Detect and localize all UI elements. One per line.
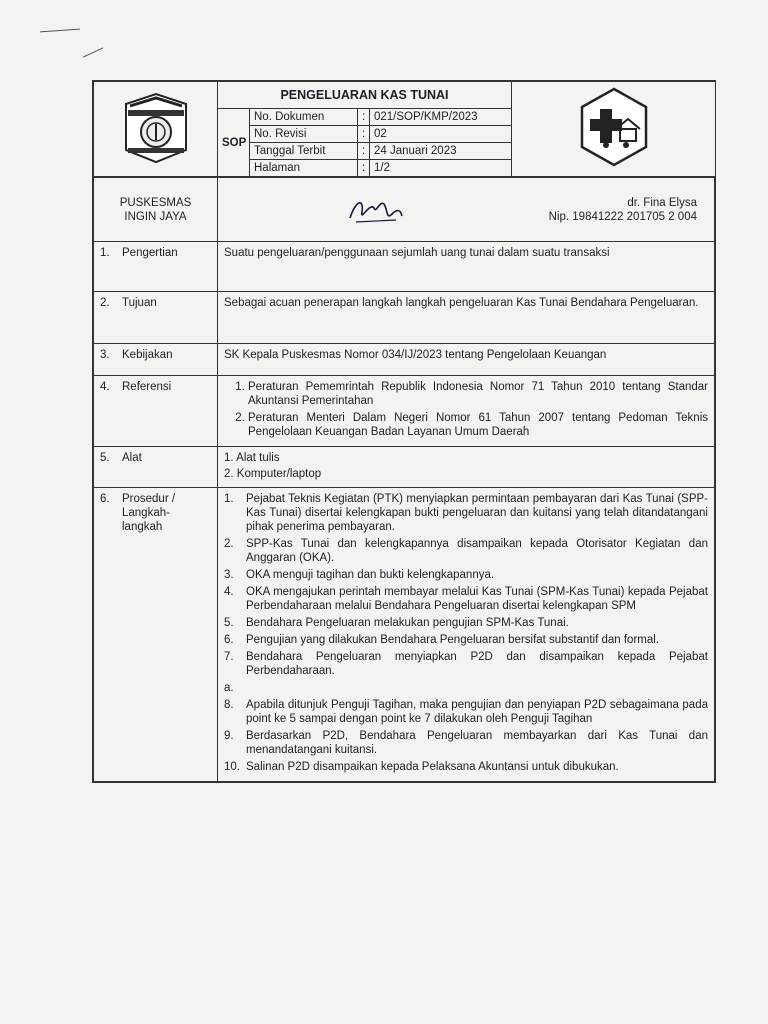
- org-name-line2: INGIN JAYA: [124, 210, 187, 223]
- procedure-step-number: 2.: [224, 538, 234, 550]
- section-number: 2.: [100, 297, 110, 309]
- signer-nip: Nip. 19841222 201705 2 004: [548, 210, 697, 223]
- section-title: Prosedur /: [122, 493, 176, 505]
- procedure-step-text: Bendahara Pengeluaran melakukan pengujian SPM-Kas Tunai.: [246, 617, 569, 629]
- section-content-referensi: [218, 376, 715, 447]
- list-item: 1. Alat tulis: [224, 452, 280, 464]
- procedure-step: [224, 650, 708, 678]
- procedure-step: [224, 492, 708, 534]
- section-content-tujuan: Sebagai acuan penerapan langkah langkah pengeluaran Kas Tunai Bendahara Pengeluaran.: [218, 292, 715, 344]
- procedure-step-number: 6.: [224, 634, 234, 646]
- procedure-step: [224, 616, 708, 630]
- section-title: Kebijakan: [122, 349, 173, 361]
- section-title-line3: langkah: [122, 521, 163, 533]
- section-number: 6.: [100, 493, 110, 505]
- procedure-step-number: 3.: [224, 569, 234, 581]
- meta-label-no-dokumen: No. Dokumen: [250, 109, 358, 126]
- sop-body-table: [93, 177, 715, 782]
- procedure-step: [224, 760, 708, 774]
- meta-value-no-revisi: 02: [370, 126, 512, 143]
- procedure-step: [224, 698, 708, 726]
- procedure-step: [224, 633, 708, 647]
- procedure-step-text: OKA mengajukan perintah membayar melalui Kas Tunai (SPM-Kas Tunai) kepada Pejabat Perbendaharaan melalui Bendahara Pengeluaran disertai kelengkapan SPM: [246, 586, 708, 612]
- right-logo-cell: [512, 82, 716, 177]
- procedure-step-number: 8.: [224, 699, 234, 711]
- procedure-step: [224, 729, 708, 757]
- meta-value-tanggal-terbit: 24 Januari 2023: [370, 143, 512, 160]
- procedure-step-number: a.: [224, 682, 234, 694]
- sop-document: [92, 80, 716, 783]
- meta-value-halaman: 1/2: [370, 160, 512, 177]
- scan-mark: [40, 29, 80, 33]
- procedure-step-text: Berdasarkan P2D, Bendahara Pengeluaran membayarkan dari Kas Tunai dan menandatangani kuitansi.: [246, 730, 708, 756]
- list-item: 1. Peraturan Pememrintah Republik Indonesia Nomor 71 Tahun 2010 tentang Standar Akuntansi Pemerintahan: [248, 380, 708, 408]
- section-label-pengertian: [94, 242, 218, 292]
- procedure-step-text: [246, 681, 708, 695]
- prosedur-list: [224, 492, 708, 774]
- procedure-step-text: Pengujian yang dilakukan Bendahara Pengeluaran bersifat substantif dan formal.: [246, 634, 660, 646]
- signature-cell: [218, 178, 715, 242]
- meta-label-no-revisi: No. Revisi: [250, 126, 358, 143]
- section-label-alat: [94, 447, 218, 488]
- org-name-cell: [94, 178, 218, 242]
- section-number: 4.: [100, 381, 110, 393]
- section-title: Pengertian: [122, 247, 178, 259]
- section-title-line2: Langkah-: [122, 507, 170, 519]
- document-title: PENGELUARAN KAS TUNAI: [218, 82, 512, 109]
- section-label-prosedur: [94, 488, 218, 782]
- procedure-step: [224, 568, 708, 582]
- procedure-step-number: 4.: [224, 586, 234, 598]
- section-content-kebijakan: SK Kepala Puskesmas Nomor 034/IJ/2023 tentang Pengelolaan Keuangan: [218, 344, 715, 376]
- meta-colon: :: [358, 160, 370, 177]
- procedure-step-text: Bendahara Pengeluaran menyiapkan P2D dan disampaikan kepada Pejabat Perbendaharaan.: [246, 651, 708, 677]
- scan-mark: [83, 47, 103, 57]
- procedure-step: [224, 681, 708, 695]
- procedure-step-number: 10.: [224, 761, 240, 773]
- procedure-step: [224, 585, 708, 613]
- signature-icon: [346, 190, 406, 230]
- section-label-referensi: [94, 376, 218, 447]
- section-content-alat: [218, 447, 715, 488]
- section-content-pengertian: Suatu pengeluaran/penggunaan sejumlah uang tunai dalam suatu transaksi: [218, 242, 715, 292]
- procedure-step-text: Salinan P2D disampaikan kepada Pelaksana Akuntansi untuk dibukukan.: [246, 761, 619, 773]
- procedure-step-text: OKA menguji tagihan dan bukti kelengkapannya.: [246, 569, 495, 581]
- section-label-tujuan: [94, 292, 218, 344]
- health-cross-logo-icon: [576, 85, 652, 169]
- section-title: Alat: [122, 452, 142, 464]
- meta-label-tanggal-terbit: Tanggal Terbit: [250, 143, 358, 160]
- sop-label: SOP: [218, 109, 250, 177]
- procedure-step-text: Pejabat Teknis Kegiatan (PTK) menyiapkan permintaan pembayaran dari Kas Tunai (SPP-Kas Tunai) disertai kelengkapan bukti pengeluaran dan kuitansi yang telah ditandatangani pihak penerima pembayaran.: [246, 493, 708, 533]
- puskesmas-seal-icon: [120, 86, 192, 168]
- procedure-step-number: 5.: [224, 617, 234, 629]
- section-number: 1.: [100, 247, 110, 259]
- meta-colon: :: [358, 109, 370, 126]
- procedure-step: [224, 537, 708, 565]
- sop-header-table: [93, 81, 716, 177]
- left-logo-cell: [94, 82, 218, 177]
- org-name-line1: PUSKESMAS: [119, 196, 192, 209]
- procedure-step-number: 7.: [224, 651, 234, 663]
- procedure-step-text: Apabila ditunjuk Penguji Tagihan, maka pengujian dan penyiapan P2D sebagaimana pada point ke 5 sampai dengan point ke 7 dilakukan oleh Penguji Tagihan: [246, 699, 708, 725]
- section-title: Referensi: [122, 381, 172, 393]
- meta-label-halaman: Halaman: [250, 160, 358, 177]
- section-number: 3.: [100, 349, 110, 361]
- meta-colon: :: [358, 126, 370, 143]
- section-title: Tujuan: [122, 297, 157, 309]
- meta-colon: :: [358, 143, 370, 160]
- procedure-step-text: SPP-Kas Tunai dan kelengkapannya disampaikan kepada Otorisator Kegiatan dan Anggaran (OKA).: [246, 538, 708, 564]
- section-label-kebijakan: [94, 344, 218, 376]
- meta-value-no-dokumen: 021/SOP/KMP/2023: [370, 109, 512, 126]
- section-number: 5.: [100, 452, 110, 464]
- signer-name: dr. Fina Elysa: [627, 196, 697, 209]
- list-item: 2. Peraturan Menteri Dalam Negeri Nomor 61 Tahun 2007 tentang Pedoman Teknis Pengelolaan Keuangan Badan Layanan Umum Daerah: [248, 411, 708, 439]
- procedure-step-number: 1.: [224, 493, 234, 505]
- procedure-step-number: 9.: [224, 730, 234, 742]
- section-content-prosedur: [218, 488, 715, 782]
- list-item: 2. Komputer/laptop: [224, 468, 322, 480]
